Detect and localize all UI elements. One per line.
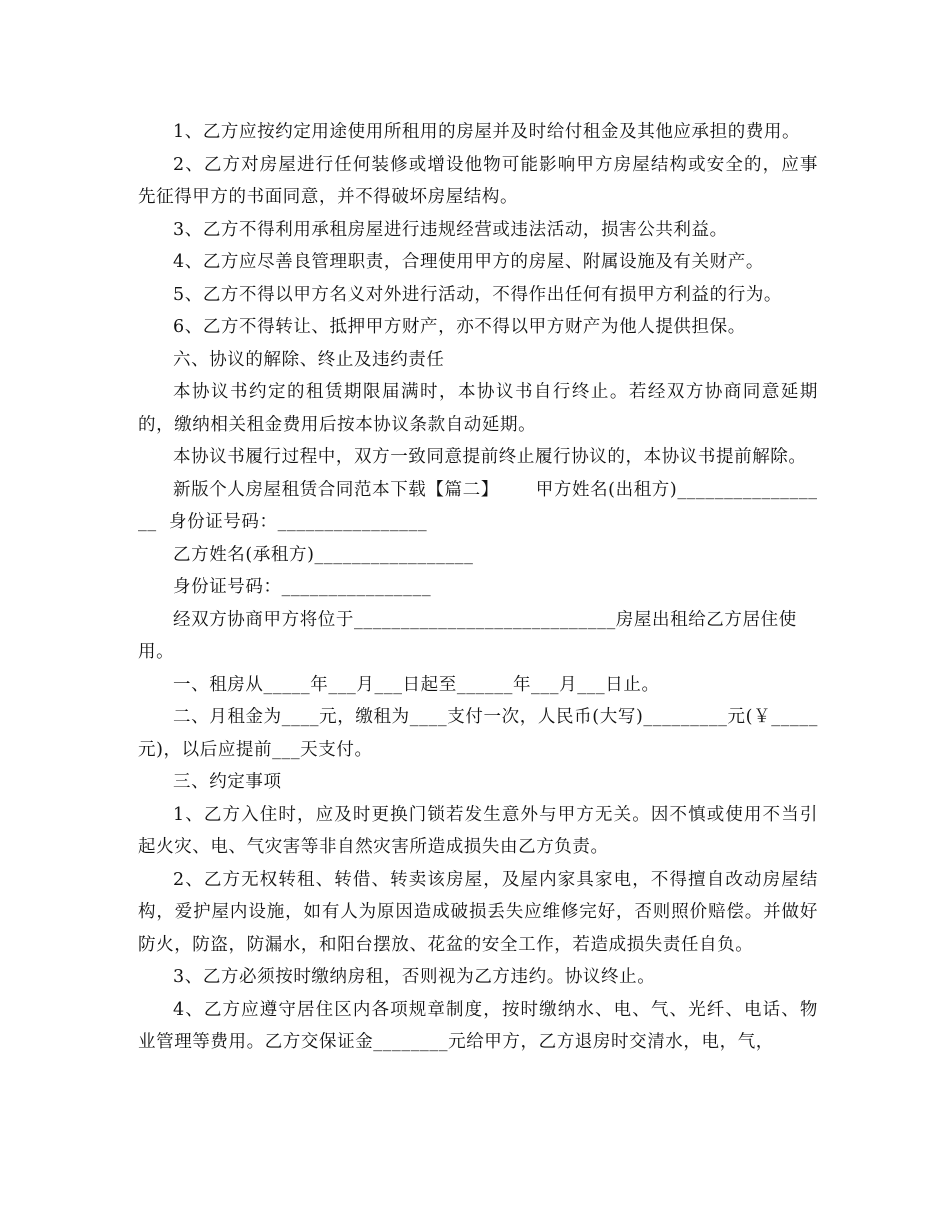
clause-2-paragraph: 2、乙方对房屋进行任何装修或增设他物可能影响甲方房屋结构或安全的，应事先征得甲方的书面同意，并不得破坏房屋结构。 [138, 154, 818, 207]
rent-amount-paragraph: 二、月租金为____元，缴租为____支付一次，人民币(大写)_________元(￥_____元)，以后应提前___天支付。 [138, 707, 818, 760]
termination-expiry-paragraph: 本协议书约定的租赁期限届满时，本协议书自行终止。若经双方协商同意延期的，缴纳相关租金费用后按本协议条款自动延期。 [138, 382, 818, 435]
clause-3-paragraph: 3、乙方不得利用承租房屋进行违规经营或违法活动，损害公共利益。 [173, 219, 728, 240]
section-heading-agreed-items: 三、约定事项 [173, 772, 282, 792]
part-two-heading-landlord-line: 新版个人房屋租赁合同范本下载【篇二】 甲方姓名(出租方)_________________ 身份证号码：________________ [138, 479, 818, 532]
termination-early-paragraph: 本协议书履行过程中，双方一致同意提前终止履行协议的，本协议书提前解除。 [173, 447, 807, 467]
clause-6-paragraph: 6、乙方不得转让、抵押甲方财产，亦不得以甲方财产为他人提供担保。 [173, 317, 746, 337]
clause-4-paragraph: 4、乙方应尽善良管理职责，合理使用甲方的房屋、附属设施及有关财产。 [173, 252, 764, 272]
clause-5-paragraph: 5、乙方不得以甲方名义对外进行活动，不得作出任何有损甲方利益的行为。 [173, 284, 783, 305]
agreed-item-3-paragraph: 3、乙方必须按时缴纳房租，否则视为乙方违约。协议终止。 [173, 967, 656, 987]
tenant-name-line: 乙方姓名(承租方)_________________ [173, 544, 474, 565]
property-location-paragraph: 经双方协商甲方将位于____________________________房屋出租给乙方居住使用。 [138, 609, 797, 662]
tenant-id-line: 身份证号码：________________ [173, 577, 432, 597]
agreed-item-1-paragraph: 1、乙方入住时，应及时更换门锁若发生意外与甲方无关。因不慎或使用不当引起火灾、电、气灾害等非自然灾害所造成损失由乙方负责。 [138, 804, 818, 857]
agreed-item-2-paragraph: 2、乙方无权转租、转借、转卖该房屋，及屋内家具家电，不得擅自改动房屋结构，爱护屋内设施，如有人为原因造成破损丢失应维修完好，否则照价赔偿。并做好防火，防盗，防漏水，和阳台摆放、花盆的安全工作，若造成损失责任自负。 [138, 869, 818, 955]
lease-term-paragraph: 一、租房从_____年___月___日起至______年___月___日止。 [173, 674, 660, 695]
agreed-item-4-paragraph: 4、乙方应遵守居住区内各项规章制度，按时缴纳水、电、气、光纤、电话、物业管理等费用。乙方交保证金________元给甲方，乙方退房时交清水，电，气， [138, 999, 818, 1052]
clause-1-paragraph: 1、乙方应按约定用途使用所租用的房屋并及时给付租金及其他应承担的费用。 [173, 122, 801, 142]
document-body [138, 116, 818, 1059]
section-heading-termination: 六、协议的解除、终止及违约责任 [173, 349, 445, 370]
